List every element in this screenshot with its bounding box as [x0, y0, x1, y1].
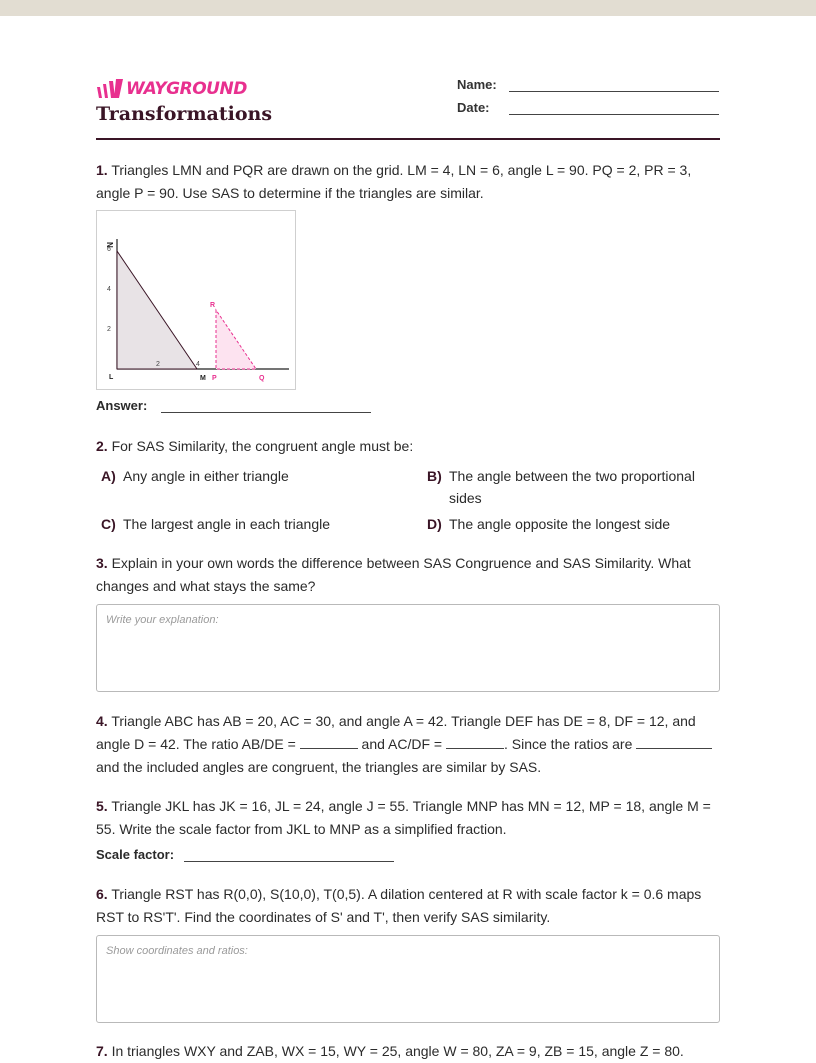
choice-c[interactable] [101, 513, 401, 535]
question-number: 2. [96, 438, 108, 454]
choice-text: Any angle in either triangle [123, 468, 289, 484]
header-divider [96, 138, 720, 140]
q1-answer-row [96, 398, 371, 413]
label-p: P [212, 375, 217, 382]
explanation-textbox[interactable] [96, 604, 720, 692]
question-number: 6. [96, 886, 108, 902]
question-text-part4: and the included angles are congruent, the triangles are similar by SAS. [96, 759, 542, 775]
name-field [457, 77, 719, 92]
question-number: 3. [96, 555, 108, 571]
question-text: Explain in your own words the difference between SAS Congruence and SAS Similarity. What changes and what stays the same? [96, 555, 691, 594]
question-text-part3: . Since the ratios are [503, 736, 637, 752]
question-3 [96, 552, 720, 597]
choice-letter: D) [427, 516, 442, 532]
choice-b[interactable] [427, 465, 717, 509]
question-7 [96, 1040, 720, 1063]
ratio-ac-df-blank[interactable] [446, 734, 504, 749]
q5-answer-row [96, 847, 394, 862]
tick-y-6: 6 [107, 246, 111, 253]
answer-label: Answer: [96, 398, 148, 413]
label-m: M [200, 375, 206, 382]
question-1 [96, 159, 720, 204]
question-text: Triangle JKL has JK = 16, JL = 24, angle J = 55. Triangle MNP has MN = 12, MP = 18, angle M = 55. Write the scale factor from JKL to MNP as a simplified fraction. [96, 798, 711, 837]
triangle-lmn [117, 251, 197, 369]
date-label: Date: [457, 100, 490, 115]
triangle-diagram [97, 211, 295, 389]
answer-input-line[interactable] [161, 398, 371, 413]
question-text: Triangle RST has R(0,0), S(10,0), T(0,5). A dilation centered at R with scale factor k = 0.6 maps RST to RS'T'. Find the coordinates of S' and T', then verify SAS similarity. [96, 886, 702, 925]
choice-text: The largest angle in each triangle [123, 516, 331, 532]
triangle-figure [96, 210, 296, 390]
name-label: Name: [457, 77, 497, 92]
question-number: 4. [96, 713, 108, 729]
date-field [457, 100, 719, 115]
tick-y-4: 4 [107, 286, 111, 293]
label-l: L [109, 374, 114, 381]
textbox-placeholder: Show coordinates and ratios: [106, 945, 248, 957]
choice-text: The angle between the two proportional sides [449, 468, 695, 506]
ratio-ab-de-blank[interactable] [300, 734, 358, 749]
question-6 [96, 883, 720, 928]
triangle-pqr [216, 310, 256, 369]
question-text-part1: Triangle ABC has AB = 20, AC = 30, and angle A = 42. Triangle DEF has DE = 8, DF = 12, and angle D = 42. The ratio AB/DE = [96, 713, 696, 752]
textbox-placeholder: Write your explanation: [106, 614, 219, 626]
tick-x-4: 4 [196, 361, 200, 368]
date-input-line[interactable] [509, 100, 719, 115]
question-text: Triangles LMN and PQR are drawn on the grid. LM = 4, LN = 6, angle L = 90. PQ = 2, PR = 3, angle P = 90. Use SAS to determine if the triangles are similar. [96, 162, 692, 201]
question-2 [96, 435, 720, 458]
question-text: In triangles WXY and ZAB, WX = 15, WY = 25, angle W = 80, ZA = 9, ZB = 15, angle Z = 80. [111, 1043, 684, 1059]
choice-a[interactable] [101, 465, 401, 487]
question-number: 1. [96, 162, 108, 178]
choice-letter: B) [427, 468, 442, 484]
coordinates-textbox[interactable] [96, 935, 720, 1023]
label-n: N [105, 242, 114, 248]
name-input-line[interactable] [509, 77, 719, 92]
scale-factor-label: Scale factor: [96, 847, 175, 862]
choice-d[interactable] [427, 513, 717, 535]
top-bar [0, 0, 816, 16]
scale-factor-input-line[interactable] [184, 847, 394, 862]
question-text: For SAS Similarity, the congruent angle must be: [111, 438, 414, 454]
tick-x-2: 2 [156, 361, 160, 368]
choice-text: The angle opposite the longest side [449, 516, 671, 532]
label-r: R [210, 302, 216, 309]
brand-logo [96, 79, 247, 99]
label-q: Q [259, 375, 265, 382]
ratios-relation-blank[interactable] [636, 734, 712, 749]
question-4 [96, 710, 720, 779]
document-title: Transformations [96, 103, 273, 125]
question-5 [96, 795, 720, 840]
choice-letter: A) [101, 468, 116, 484]
wayground-logo-icon [96, 79, 124, 99]
tick-y-2: 2 [107, 326, 111, 333]
brand-name: WAYGROUND [126, 79, 247, 99]
question-number: 7. [96, 1043, 108, 1059]
question-number: 5. [96, 798, 108, 814]
question-text-part2: and AC/DF = [357, 736, 446, 752]
choice-letter: C) [101, 516, 116, 532]
